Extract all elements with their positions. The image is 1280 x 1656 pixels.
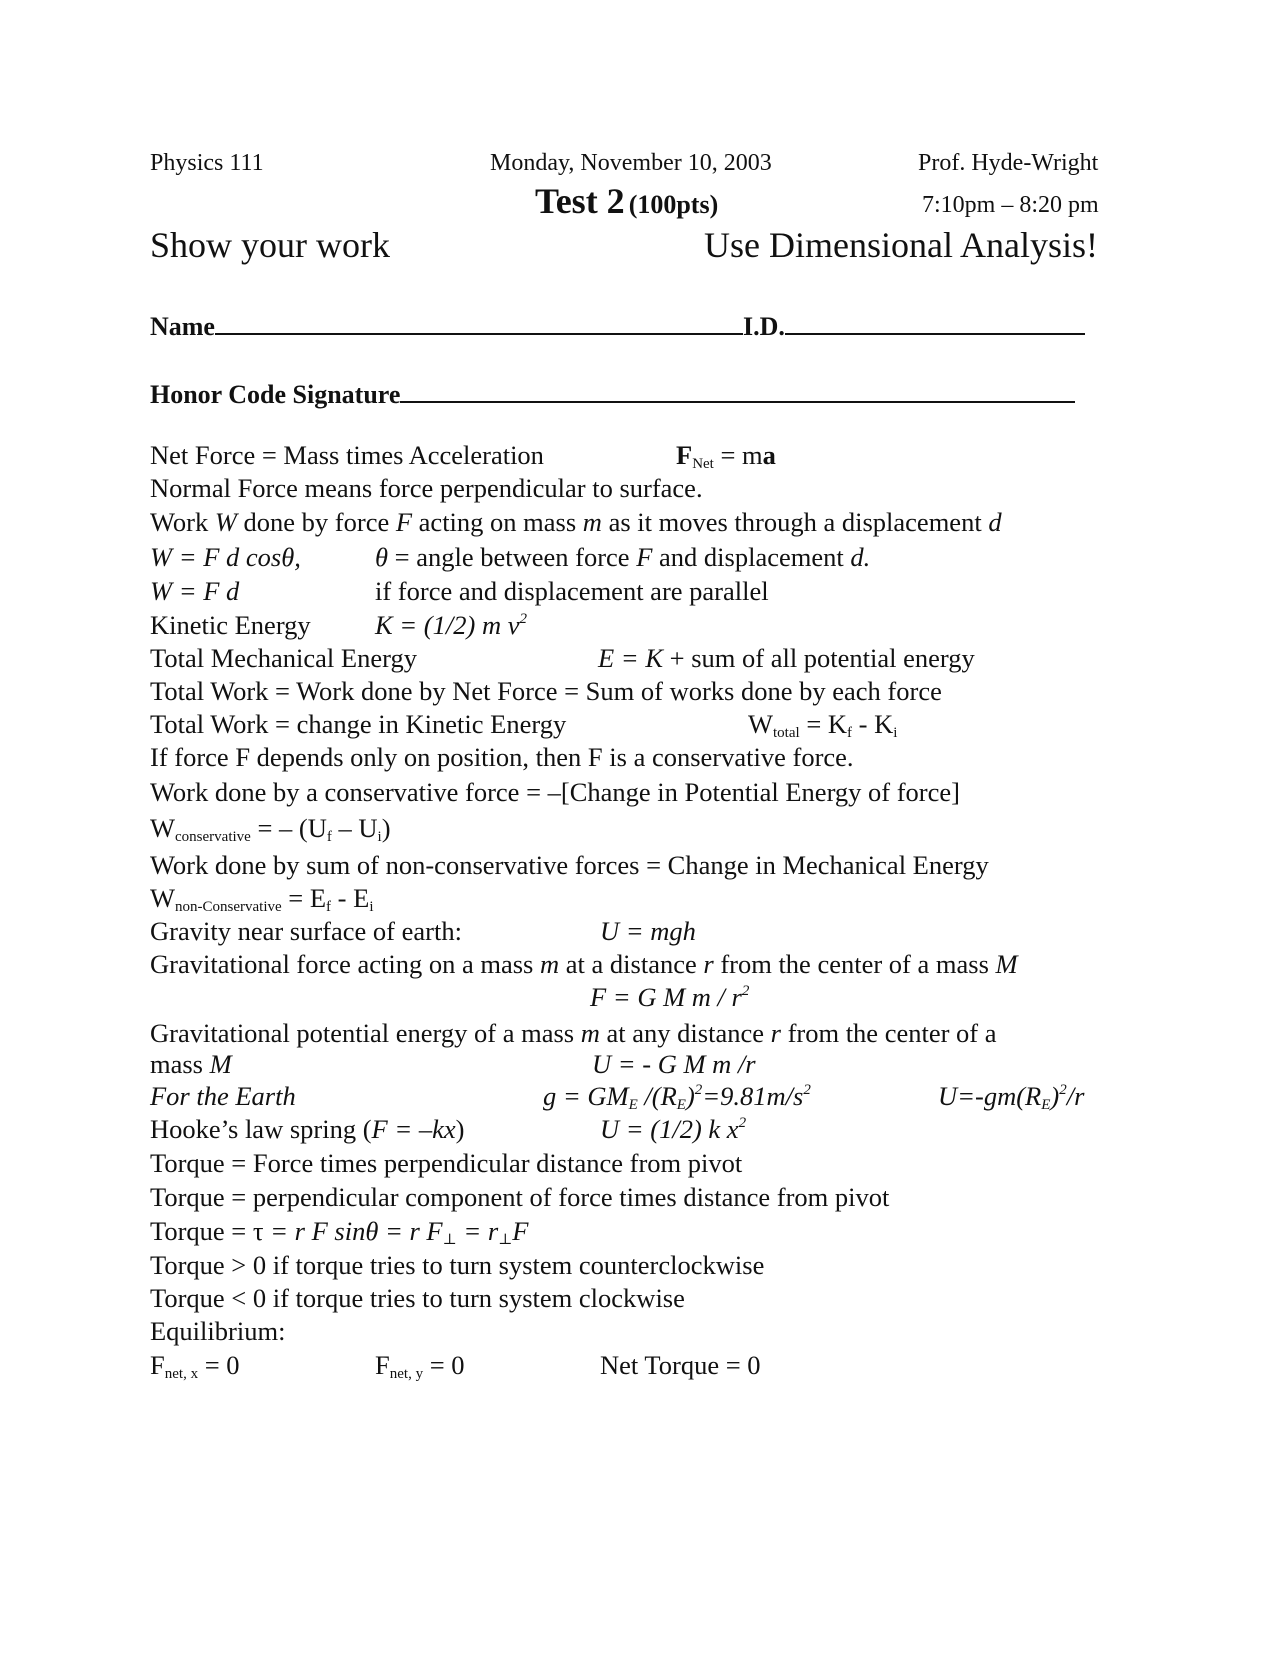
- t: - K: [852, 709, 894, 739]
- t: τ: [252, 1216, 264, 1246]
- t: and displacement: [652, 542, 851, 572]
- honor-blank[interactable]: [400, 377, 1075, 403]
- total-work-line: Total Work = Work done by Net Force = Sum of works done by each force: [150, 676, 942, 706]
- t: /(R: [637, 1081, 677, 1111]
- t: = K: [799, 709, 848, 739]
- t: r: [770, 1018, 781, 1048]
- t: ): [455, 1114, 465, 1144]
- angle-definition: [375, 544, 870, 571]
- t: r: [703, 949, 714, 979]
- exam-time: 7:10pm – 8:20 pm: [922, 192, 1099, 218]
- t: d.: [850, 542, 871, 572]
- t: F: [395, 507, 413, 537]
- t: W: [214, 507, 237, 537]
- t: Gravitational potential energy of a mass: [150, 1018, 581, 1048]
- exam-date: Monday, November 10, 2003: [490, 150, 772, 176]
- torque-formula: [150, 1216, 529, 1248]
- t: as it moves through a displacement: [601, 507, 989, 537]
- t: 2: [803, 1082, 811, 1098]
- t: ): [685, 1081, 695, 1111]
- t: /r: [1066, 1081, 1085, 1111]
- t: = angle between force: [388, 542, 637, 572]
- t: mass: [150, 1049, 210, 1079]
- eq-m: = m: [713, 440, 763, 470]
- t: E = K: [598, 643, 663, 673]
- t: net, y: [389, 1366, 424, 1382]
- t: from the center of a: [780, 1018, 997, 1048]
- conservative-work-text: Work done by a conservative force = –[Change in Potential Energy of force]: [150, 777, 960, 807]
- t: 2: [519, 611, 527, 627]
- gravity-surface-label: Gravity near surface of earth:: [150, 916, 462, 946]
- nonconservative-formula: [150, 883, 374, 915]
- t: W: [150, 883, 176, 913]
- show-work-note: Show your work: [150, 225, 390, 265]
- mass-m-label: [150, 1051, 232, 1078]
- t: total: [773, 725, 800, 741]
- gravity-surface-formula: U = mgh: [600, 916, 696, 946]
- t: W: [748, 709, 774, 739]
- professor-name: Prof. Hyde-Wright: [918, 150, 1099, 176]
- net-force-text: Net Force = Mass times Acceleration: [150, 440, 544, 470]
- t: θ: [375, 542, 389, 572]
- t: d: [988, 507, 1002, 537]
- t: – U: [331, 813, 378, 843]
- t: ⊥: [442, 1232, 457, 1248]
- t: i: [893, 725, 898, 741]
- t: 2: [1059, 1082, 1067, 1098]
- kinetic-energy-label: Kinetic Energy: [150, 610, 311, 640]
- work-energy-formula: [748, 709, 898, 741]
- t: M: [995, 949, 1018, 979]
- course-label: Physics 111: [150, 150, 264, 176]
- name-field[interactable]: [150, 309, 1085, 342]
- t: non-Conservative: [175, 899, 282, 915]
- t: at any distance: [599, 1018, 771, 1048]
- t: from the center of a mass: [713, 949, 996, 979]
- id-blank[interactable]: [785, 309, 1085, 335]
- spring-energy-formula: [600, 1116, 746, 1143]
- t: m: [580, 1018, 600, 1048]
- test-title-block: [535, 180, 718, 222]
- t: f: [847, 725, 853, 741]
- t: = 0: [423, 1350, 465, 1380]
- kinetic-energy-formula: [375, 612, 527, 639]
- honor-code-field[interactable]: [150, 377, 1075, 410]
- nonconservative-text: Work done by sum of non-conservative forces = Change in Mechanical Energy: [150, 850, 989, 880]
- t: f: [326, 899, 332, 915]
- net-force-formula: [676, 440, 776, 472]
- equilibrium-label: Equilibrium:: [150, 1316, 286, 1346]
- t: F = G M m / r: [590, 982, 742, 1012]
- t: 2: [741, 983, 750, 999]
- t: = 0: [198, 1350, 240, 1380]
- t: M: [209, 1049, 232, 1079]
- fnet-x-formula: [150, 1350, 240, 1382]
- test-title: Test 2: [535, 181, 625, 221]
- gravitational-force-formula: [590, 984, 749, 1011]
- t: 2: [694, 1082, 703, 1098]
- conservative-definition: If force F depends only on position, then F is a conservative force.: [150, 742, 854, 772]
- t: ⊥: [498, 1232, 513, 1248]
- t: Torque =: [150, 1216, 253, 1246]
- gravitational-force-text: [150, 951, 1018, 978]
- t: - E: [331, 883, 370, 913]
- torque-positive: Torque > 0 if torque tries to turn system counterclockwise: [150, 1250, 765, 1280]
- t: + sum of all potential energy: [663, 643, 975, 673]
- id-label: I.D.: [742, 312, 785, 341]
- name-label: Name: [150, 312, 215, 341]
- name-blank[interactable]: [215, 309, 743, 335]
- t: E: [1041, 1097, 1051, 1113]
- t: m: [540, 949, 560, 979]
- hookes-law-label: [150, 1116, 464, 1143]
- t: U=-gm(R: [938, 1081, 1042, 1111]
- t: = r F sinθ = r F: [263, 1216, 443, 1246]
- t: m: [582, 507, 602, 537]
- t: acting on mass: [412, 507, 583, 537]
- earth-g-formula: [543, 1081, 811, 1113]
- a-symbol: a: [762, 440, 776, 470]
- for-earth-label: For the Earth: [150, 1081, 296, 1111]
- earth-u-formula: [938, 1081, 1085, 1113]
- work-parallel-text: if force and displacement are parallel: [375, 576, 769, 606]
- t: i: [377, 829, 382, 845]
- work-energy-text: Total Work = change in Kinetic Energy: [150, 709, 567, 739]
- work-cos-formula: W = F d cosθ,: [150, 542, 301, 572]
- torque-def-2: Torque = perpendicular component of force times distance from pivot: [150, 1182, 890, 1212]
- t: = r: [456, 1216, 499, 1246]
- t: Gravitational force acting on a mass: [150, 949, 540, 979]
- f-symbol: F: [676, 440, 693, 470]
- t: net, x: [164, 1366, 199, 1382]
- gravitational-pe-formula: U = - G M m /r: [592, 1049, 756, 1079]
- t: W: [150, 813, 176, 843]
- dimensional-analysis-note: Use Dimensional Analysis!: [704, 225, 1098, 265]
- mechanical-energy-formula: [598, 645, 975, 672]
- t: E: [628, 1097, 638, 1113]
- t: F: [150, 1350, 165, 1380]
- torque-def-1: Torque = Force times perpendicular distance from pivot: [150, 1148, 743, 1178]
- gravitational-pe-text: [150, 1020, 997, 1047]
- t: F: [636, 542, 653, 572]
- t: ): [1050, 1081, 1060, 1111]
- t: K = (1/2) m v: [375, 610, 520, 640]
- t: g = GM: [543, 1081, 629, 1111]
- honor-label: Honor Code Signature: [150, 380, 401, 409]
- t: Hooke’s law spring (: [150, 1114, 372, 1144]
- t: conservative: [175, 829, 251, 845]
- normal-force-line: Normal Force means force perpendicular to surface.: [150, 473, 703, 503]
- fnet-y-formula: [375, 1350, 465, 1382]
- t: F = –kx: [371, 1114, 456, 1144]
- net-torque-formula: Net Torque = 0: [600, 1350, 761, 1380]
- torque-negative: Torque < 0 if torque tries to turn system clockwise: [150, 1283, 685, 1313]
- t: 2: [738, 1115, 747, 1131]
- t: Work: [150, 507, 215, 537]
- t: f: [326, 829, 332, 845]
- conservative-work-formula: [150, 813, 391, 845]
- t: at a distance: [559, 949, 704, 979]
- work-parallel-formula: W = F d: [150, 576, 240, 606]
- t: E: [676, 1097, 686, 1113]
- t: F: [512, 1216, 529, 1246]
- t: done by force: [236, 507, 396, 537]
- t: ): [381, 813, 391, 843]
- mechanical-energy-label: Total Mechanical Energy: [150, 643, 417, 673]
- work-definition-line: [150, 509, 1002, 536]
- test-points: (100pts): [628, 190, 719, 219]
- net-sub: Net: [692, 456, 714, 472]
- t: = E: [281, 883, 327, 913]
- t: i: [369, 899, 374, 915]
- t: = – (U: [250, 813, 327, 843]
- t: F: [375, 1350, 390, 1380]
- t: =9.81m/s: [702, 1081, 804, 1111]
- t: U = (1/2) k x: [600, 1114, 739, 1144]
